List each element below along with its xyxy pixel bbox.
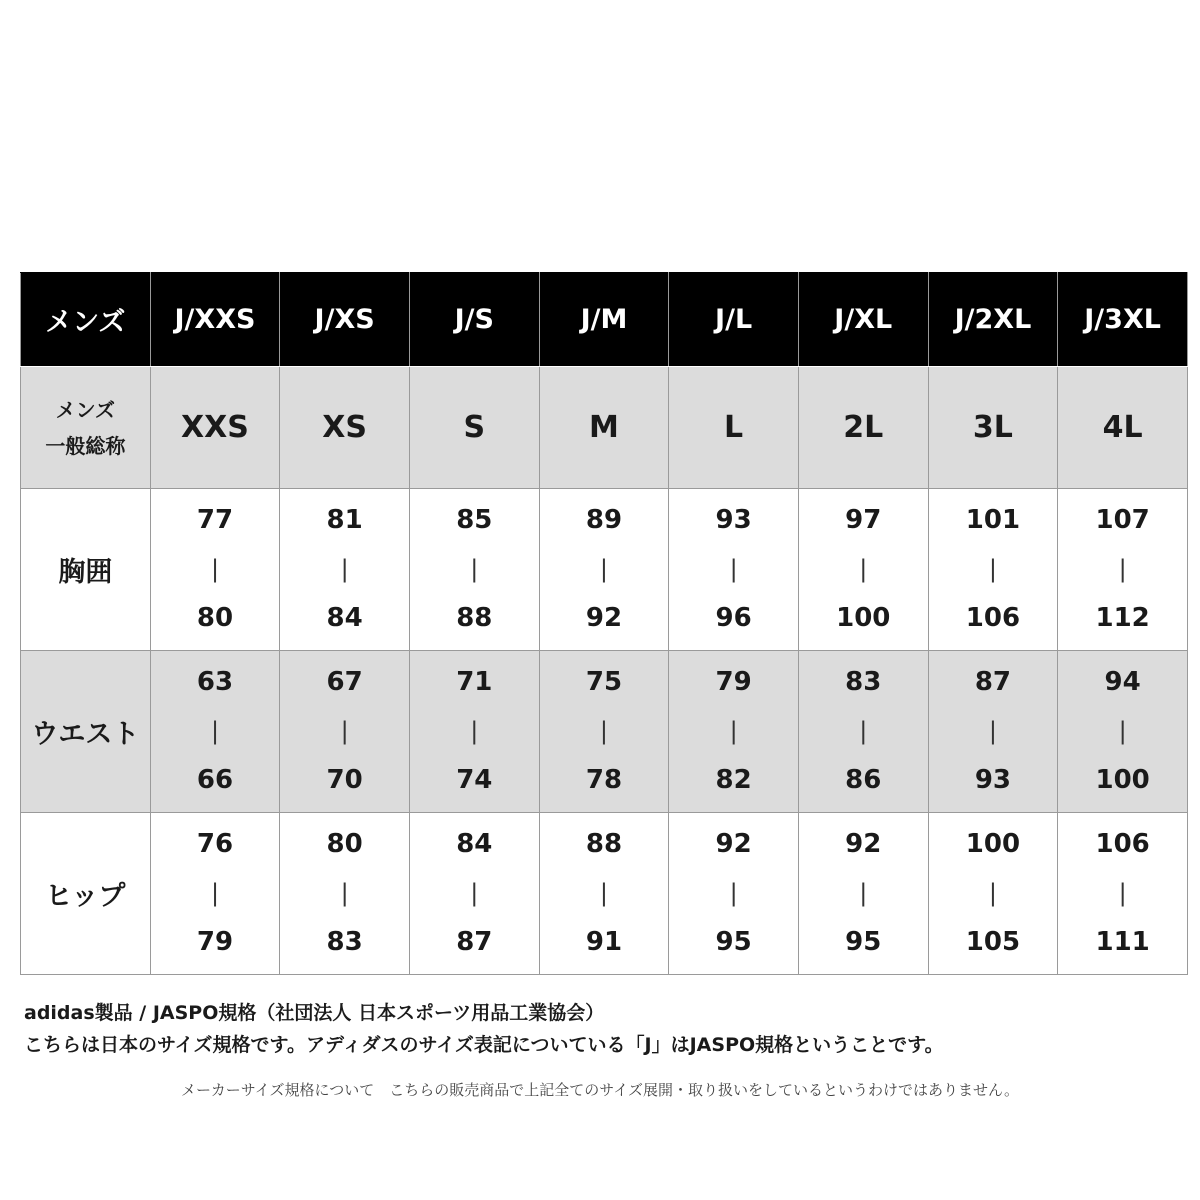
header-row bbox=[21, 273, 1188, 367]
header-cell-j2xl: J/2XL bbox=[928, 273, 1058, 367]
hip-range-cell bbox=[409, 813, 539, 975]
range-max: 92 bbox=[585, 603, 623, 633]
general-size-cell: XS bbox=[280, 367, 410, 489]
range-min: 85 bbox=[456, 505, 493, 535]
range-min: 87 bbox=[974, 667, 1012, 697]
range-separator: | bbox=[470, 879, 479, 907]
general-size-label-line1: メンズ bbox=[55, 397, 116, 422]
range-max: 96 bbox=[715, 603, 752, 633]
range-max: 87 bbox=[456, 927, 493, 957]
range-min: 107 bbox=[1095, 505, 1150, 535]
note-availability: メーカーサイズ規格について こちらの販売商品で上記全てのサイズ展開・取り扱いをしているというわけではありません。 bbox=[181, 1081, 1019, 1099]
general-size-label-line2: 一般総称 bbox=[45, 433, 126, 458]
range-min: 81 bbox=[326, 505, 363, 535]
range-separator: | bbox=[1118, 717, 1127, 745]
waist-range-cell bbox=[539, 651, 669, 813]
range-min: 77 bbox=[196, 505, 234, 535]
range-min: 79 bbox=[715, 667, 752, 697]
range-max: 78 bbox=[585, 765, 623, 795]
waist-range-cell bbox=[928, 651, 1058, 813]
range-max: 91 bbox=[585, 927, 623, 957]
hip-range-cell bbox=[539, 813, 669, 975]
header-cell-jxs: J/XS bbox=[280, 273, 410, 367]
range-max: 105 bbox=[965, 927, 1021, 957]
range-min: 89 bbox=[585, 505, 623, 535]
range-separator: | bbox=[988, 555, 997, 583]
range-max: 79 bbox=[196, 927, 234, 957]
general-size-row bbox=[21, 367, 1188, 489]
general-size-cell: L bbox=[669, 367, 799, 489]
waist-range-cell bbox=[669, 651, 799, 813]
waist-range-cell bbox=[409, 651, 539, 813]
hip-range-cell bbox=[280, 813, 410, 975]
range-min: 93 bbox=[715, 505, 752, 535]
range-separator: | bbox=[859, 879, 868, 907]
waist-range-cell bbox=[150, 651, 280, 813]
range-min: 92 bbox=[845, 829, 882, 859]
range-separator: | bbox=[340, 879, 349, 907]
header-cell-jxl: J/XL bbox=[798, 273, 928, 367]
general-size-cell: 4L bbox=[1058, 367, 1188, 489]
header-cell-jl: J/L bbox=[669, 273, 799, 367]
header-cell-j3xl: J/3XL bbox=[1058, 273, 1188, 367]
range-max: 100 bbox=[836, 603, 891, 633]
general-size-label bbox=[21, 367, 151, 489]
hip-range-cell bbox=[798, 813, 928, 975]
range-max: 74 bbox=[456, 765, 493, 795]
hip-label: ヒップ bbox=[21, 813, 151, 975]
range-separator: | bbox=[599, 555, 608, 583]
header-cell-jxxs: J/XXS bbox=[150, 273, 280, 367]
hip-range-cell bbox=[928, 813, 1058, 975]
range-separator: | bbox=[859, 717, 868, 745]
range-min: 67 bbox=[326, 667, 363, 697]
range-max: 66 bbox=[196, 765, 234, 795]
hip-range-cell bbox=[1058, 813, 1188, 975]
range-separator: | bbox=[340, 717, 349, 745]
range-separator: | bbox=[729, 879, 738, 907]
notes-block bbox=[24, 997, 1184, 1061]
range-max: 86 bbox=[845, 765, 882, 795]
range-separator: | bbox=[988, 879, 997, 907]
range-max: 106 bbox=[965, 603, 1021, 633]
waist-range-cell bbox=[1058, 651, 1188, 813]
range-min: 92 bbox=[715, 829, 752, 859]
range-separator: | bbox=[1118, 555, 1127, 583]
chest-range-cell bbox=[669, 489, 799, 651]
chest-label: 胸囲 bbox=[21, 489, 151, 651]
range-separator: | bbox=[729, 555, 738, 583]
range-separator: | bbox=[1118, 879, 1127, 907]
range-min: 84 bbox=[456, 829, 493, 859]
waist-label: ウエスト bbox=[21, 651, 151, 813]
range-min: 94 bbox=[1104, 667, 1141, 697]
waist-range-cell bbox=[798, 651, 928, 813]
size-chart-table bbox=[20, 272, 1188, 975]
range-separator: | bbox=[599, 717, 608, 745]
range-min: 88 bbox=[585, 829, 623, 859]
chest-row bbox=[21, 489, 1188, 651]
range-min: 76 bbox=[196, 829, 234, 859]
range-min: 100 bbox=[965, 829, 1021, 859]
chest-range-cell bbox=[1058, 489, 1188, 651]
range-separator: | bbox=[729, 717, 738, 745]
range-min: 101 bbox=[965, 505, 1021, 535]
range-separator: | bbox=[470, 717, 479, 745]
range-min: 83 bbox=[845, 667, 882, 697]
chest-range-cell bbox=[539, 489, 669, 651]
range-separator: | bbox=[340, 555, 349, 583]
header-cell-js: J/S bbox=[409, 273, 539, 367]
range-max: 95 bbox=[845, 927, 882, 957]
general-size-cell: XXS bbox=[150, 367, 280, 489]
range-separator: | bbox=[599, 879, 608, 907]
range-min: 71 bbox=[456, 667, 493, 697]
range-max: 82 bbox=[715, 765, 752, 795]
range-max: 112 bbox=[1095, 603, 1150, 633]
note-standard: adidas製品 / JASPO規格（社団法人 日本スポーツ用品工業協会） bbox=[24, 1002, 605, 1024]
chest-range-cell bbox=[280, 489, 410, 651]
chest-range-cell bbox=[150, 489, 280, 651]
range-max: 88 bbox=[456, 603, 493, 633]
range-max: 100 bbox=[1095, 765, 1150, 795]
hip-row bbox=[21, 813, 1188, 975]
chest-range-cell bbox=[409, 489, 539, 651]
general-size-cell: S bbox=[409, 367, 539, 489]
range-separator: | bbox=[210, 555, 220, 583]
general-size-cell: M bbox=[539, 367, 669, 489]
range-max: 95 bbox=[715, 927, 752, 957]
range-min: 80 bbox=[326, 829, 363, 859]
range-max: 84 bbox=[326, 603, 363, 633]
range-separator: | bbox=[470, 555, 479, 583]
range-max: 70 bbox=[326, 765, 363, 795]
chest-range-cell bbox=[928, 489, 1058, 651]
header-cell-jm: J/M bbox=[539, 273, 669, 367]
range-separator: | bbox=[210, 879, 220, 907]
general-size-cell: 2L bbox=[798, 367, 928, 489]
range-max: 80 bbox=[196, 603, 234, 633]
waist-range-cell bbox=[280, 651, 410, 813]
chest-range-cell bbox=[798, 489, 928, 651]
waist-row bbox=[21, 651, 1188, 813]
range-min: 63 bbox=[196, 667, 234, 697]
hip-range-cell bbox=[669, 813, 799, 975]
general-size-cell: 3L bbox=[928, 367, 1058, 489]
range-max: 93 bbox=[974, 765, 1012, 795]
hip-range-cell bbox=[150, 813, 280, 975]
range-separator: | bbox=[988, 717, 997, 745]
note-jaspo-explanation: こちらは日本のサイズ規格です。アディダスのサイズ表記についている「J」はJASPO規格ということです。 bbox=[24, 1034, 944, 1056]
range-min: 75 bbox=[585, 667, 623, 697]
range-separator: | bbox=[859, 555, 868, 583]
header-cell-mens: メンズ bbox=[21, 273, 151, 367]
range-max: 111 bbox=[1095, 927, 1150, 957]
range-max: 83 bbox=[326, 927, 363, 957]
range-separator: | bbox=[210, 717, 220, 745]
range-min: 106 bbox=[1095, 829, 1150, 859]
range-min: 97 bbox=[845, 505, 882, 535]
